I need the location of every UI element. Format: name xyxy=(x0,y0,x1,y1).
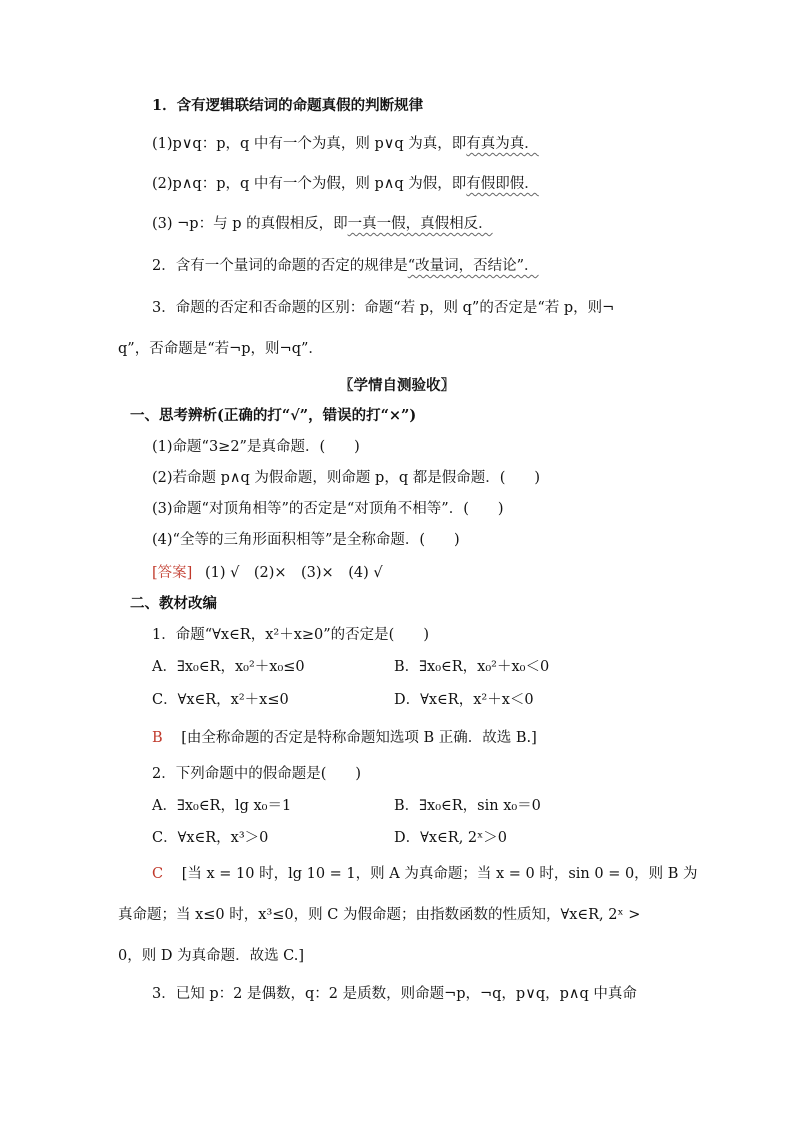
part1-heading: 一、思考辨析(正确的打“√”，错误的打“×”) xyxy=(130,407,417,424)
section-title: 〖学情自测验收〗 xyxy=(339,377,455,394)
q1-option-d: D．∀x∈R，x²＋x＜0 xyxy=(394,692,534,708)
part2-heading: 二、教材改编 xyxy=(130,595,217,612)
rule-1a-emphasis: 有真为真． xyxy=(466,136,539,152)
rule-1c-emphasis: 一真一假，真假相反． xyxy=(347,216,493,232)
q1-answer-text: [由全称命题的否定是特称命题知选项 B 正确．故选 B.] xyxy=(181,730,537,746)
rule-2-emphasis: “改量词，否结论”． xyxy=(407,258,539,274)
part1-item-4: (4)“全等的三角形面积相等”是全称命题．( ) xyxy=(152,532,460,548)
part1-item-2: (2)若命题 p∧q 为假命题，则命题 p，q 都是假命题．( ) xyxy=(152,470,541,486)
part1-item-3: (3)命题“对顶角相等”的否定是“对顶角不相等”．( ) xyxy=(152,501,504,517)
rule-2-text: 2．含有一个量词的命题的否定的规律是 xyxy=(152,258,408,274)
rule-2 xyxy=(152,256,539,276)
rule-1a-text: (1)p∨q：p，q 中有一个为真，则 p∨q 为真，即 xyxy=(152,136,467,152)
rule-1a xyxy=(152,134,539,154)
part1-item-1: (1)命题“3≥2”是真命题．( ) xyxy=(152,439,360,455)
rule-1b-emphasis: 有假即假． xyxy=(466,176,539,192)
part1-answer xyxy=(152,563,383,583)
answer-label: [答案] xyxy=(152,565,193,581)
q2-option-a: A．∃x₀∈R，lg x₀＝1 xyxy=(152,798,292,814)
q1-answer xyxy=(152,728,537,748)
q1-option-a: A．∃x₀∈R，x₀²＋x₀≤0 xyxy=(152,659,305,675)
q1-answer-letter: B xyxy=(152,730,163,746)
q2-answer-line-1 xyxy=(152,864,698,884)
rule-1b xyxy=(152,174,539,194)
q3-stem: 3．已知 p：2 是偶数，q：2 是质数，则命题¬p，¬q，p∨q，p∧q 中真命 xyxy=(152,986,637,1002)
rule-1-title: 1．含有逻辑联结词的命题真假的判断规律 xyxy=(152,97,424,114)
rule-1c-text: (3) ¬p：与 p 的真假相反，即 xyxy=(152,216,348,232)
q2-option-b: B．∃x₀∈R，sin x₀＝0 xyxy=(394,798,541,814)
rule-3-line-2: q”，否命题是“若¬p，则¬q”． xyxy=(118,341,323,357)
rule-1c xyxy=(152,214,493,234)
q1-stem: 1．命题“∀x∈R，x²＋x≥0”的否定是( ) xyxy=(152,627,429,643)
q1-option-c: C．∀x∈R，x²＋x≤0 xyxy=(152,692,289,708)
q2-answer-letter: C xyxy=(152,866,164,882)
q2-answer-line-2: 真命题；当 x≤0 时，x³≤0，则 C 为假命题；由指数函数的性质知，∀x∈R, 2ˣ > xyxy=(118,907,641,923)
rule-3-line-1: 3．命题的否定和否命题的区别：命题“若 p，则 q”的否定是“若 p，则¬ xyxy=(152,300,615,316)
q2-option-d: D．∀x∈R, 2ˣ＞0 xyxy=(394,830,508,846)
q2-answer-line-3: 0，则 D 为真命题．故选 C.] xyxy=(118,948,305,964)
q2-answer-text-1: [当 x = 10 时，lg 10 = 1，则 A 为真命题；当 x = 0 时，sin 0 = 0，则 B 为 xyxy=(181,866,698,882)
q2-option-c: C．∀x∈R，x³＞0 xyxy=(152,830,269,846)
q1-option-b: B．∃x₀∈R，x₀²＋x₀＜0 xyxy=(394,659,550,675)
rule-1b-text: (2)p∧q：p，q 中有一个为假，则 p∧q 为假，即 xyxy=(152,176,467,192)
answer-text: (1) √ (2)× (3)× (4) √ xyxy=(204,565,383,581)
q2-stem: 2．下列命题中的假命题是( ) xyxy=(152,766,362,782)
